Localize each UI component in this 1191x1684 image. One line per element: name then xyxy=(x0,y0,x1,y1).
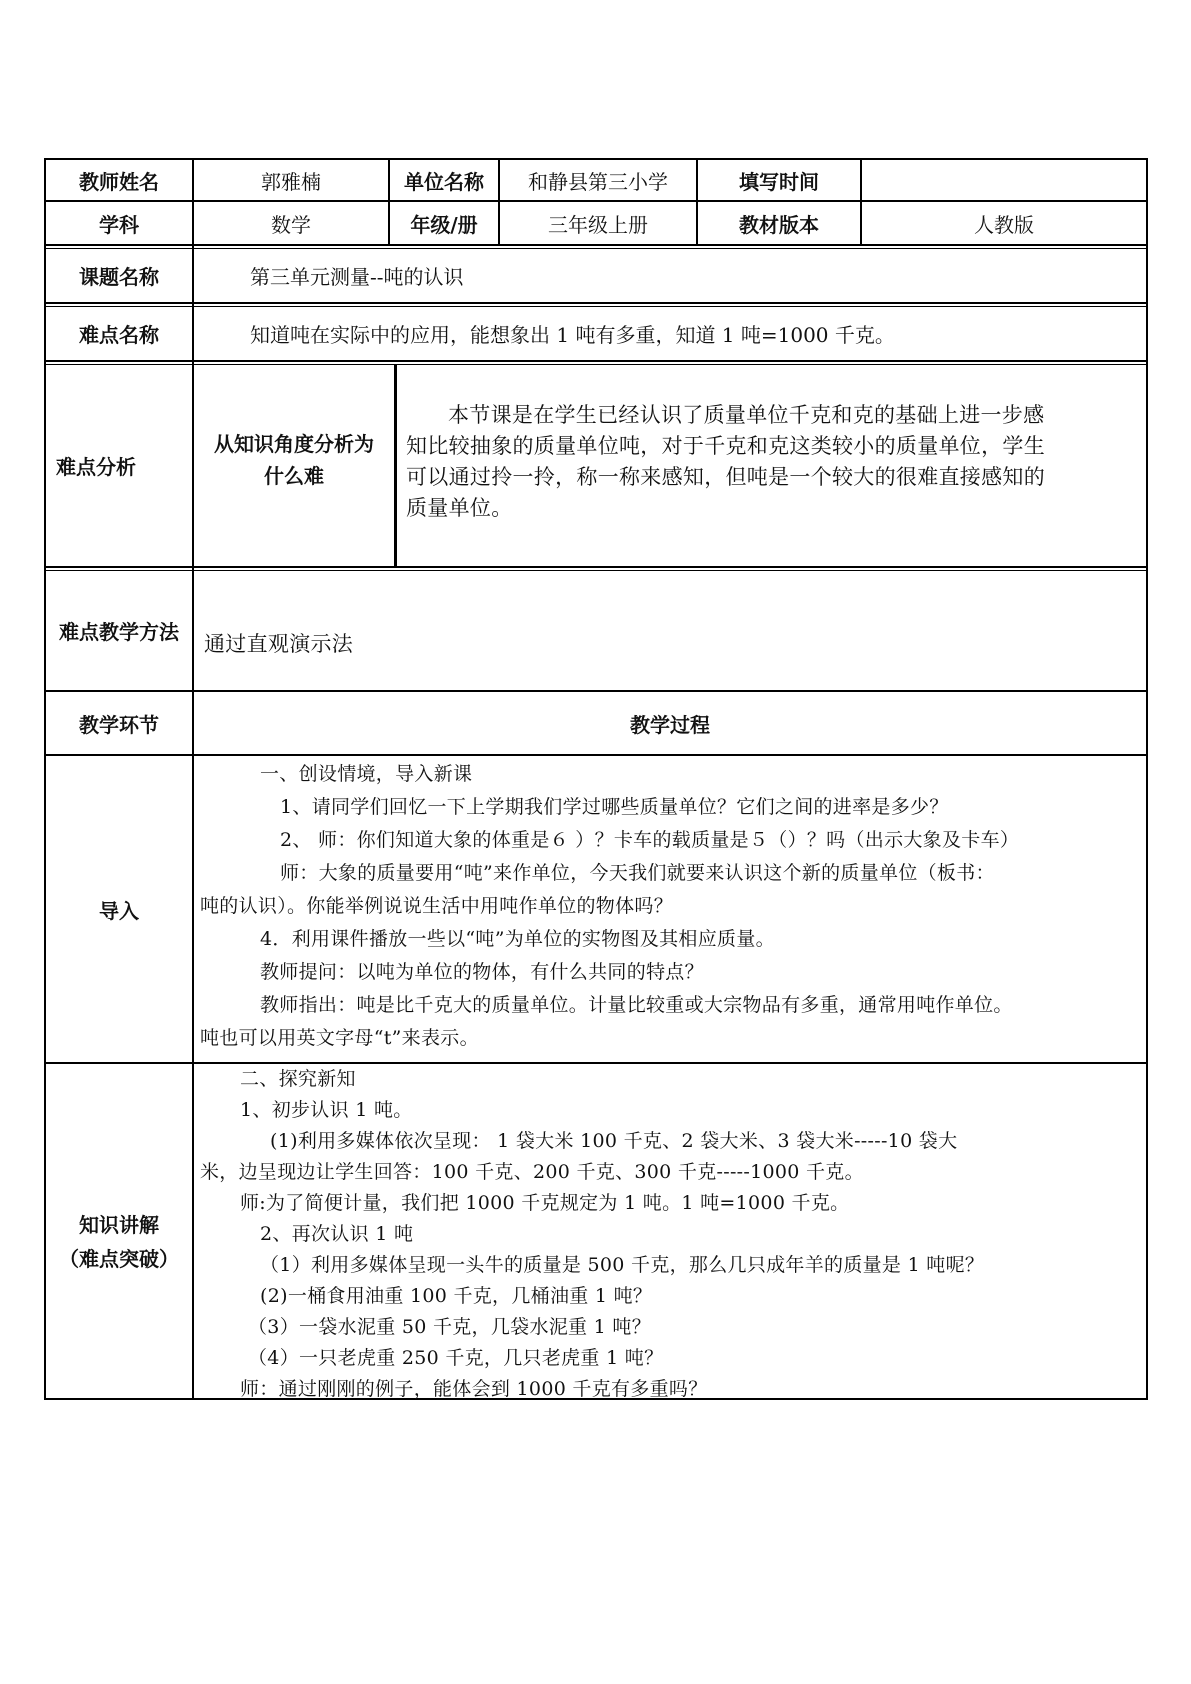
table-border xyxy=(44,566,1148,568)
knowledge-line: （1）利用多媒体呈现一头牛的质量是 500 千克，那么几只成年羊的质量是 1 吨呢？ xyxy=(260,1254,985,1276)
intro-line: 2、 师：你们知道大象的体重是６ ）？卡车的载质量是５（）？吗（出示大象及卡车） xyxy=(280,829,1020,851)
analysis-text xyxy=(406,400,1142,524)
table-border xyxy=(44,364,1148,365)
analysis-line: 质量单位。 xyxy=(406,496,513,520)
knowledge-line: （4）一只老虎重 250 千克，几只老虎重 1 吨？ xyxy=(248,1347,664,1369)
analysis-sub-label-line: 从知识角度分析为 xyxy=(214,432,374,456)
analysis-label: 难点分析 xyxy=(56,455,136,479)
intro-line: 教师提问：以吨为单位的物体，有什么共同的特点？ xyxy=(260,961,704,983)
intro-line: 4．利用课件播放一些以“吨”为单位的实物图及其相应质量。 xyxy=(260,928,775,950)
edition-label: 教材版本 xyxy=(739,212,819,237)
edition-value: 人教版 xyxy=(974,212,1034,237)
intro-line: 1、请同学们回忆一下上学期我们学过哪些质量单位？它们之间的进率是多少？ xyxy=(280,796,949,818)
table-border xyxy=(44,360,1148,362)
analysis-line: 知比较抽象的质量单位吨，对于千克和克这类较小的质量单位，学生 xyxy=(406,434,1045,458)
topic-label: 课题名称 xyxy=(79,265,159,289)
intro-line: 师：大象的质量要用“吨”来作单位，今天我们就要来认识这个新的质量单位（板书： xyxy=(280,862,995,884)
analysis-line: 本节课是在学生已经认识了质量单位千克和克的基础上进一步感 xyxy=(448,403,1045,427)
method-label: 难点教学方法 xyxy=(59,620,179,644)
intro-label: 导入 xyxy=(99,898,139,923)
fill-time-value xyxy=(862,160,1146,200)
unit-name-label: 单位名称 xyxy=(404,169,484,194)
method-value-text: 通过直观演示法 xyxy=(204,632,354,656)
grade-label: 年级/册 xyxy=(410,212,478,237)
intro-line: 吨的认识）。你能举例说说生活中用吨作单位的物体吗？ xyxy=(200,895,674,917)
subject-value: 数学 xyxy=(271,212,311,237)
knowledge-label xyxy=(46,1208,192,1276)
table-border xyxy=(1146,158,1148,1400)
knowledge-text xyxy=(200,1064,1144,1405)
table-border xyxy=(44,754,1148,756)
intro-text xyxy=(200,758,1144,1055)
teacher-name-label: 教师姓名 xyxy=(79,169,159,194)
intro-line: 教师指出：吨是比千克大的质量单位。计量比较重或大宗物品有多重，通常用吨作单位。 xyxy=(260,994,1013,1016)
topic-value: 第三单元测量--吨的认识 xyxy=(250,265,464,289)
knowledge-line: 师：通过刚刚的例子，能体会到 1000 千克有多重吗？ xyxy=(240,1378,708,1400)
table-border xyxy=(44,302,1148,304)
intro-line: 一、创设情境，导入新课 xyxy=(260,763,473,785)
subject-label: 学科 xyxy=(99,212,139,237)
method-value xyxy=(204,628,1104,660)
knowledge-line: 米，边呈现边让学生回答：100 千克、200 千克、300 千克-----1000 千克。 xyxy=(200,1161,864,1183)
table-border xyxy=(394,364,397,568)
analysis-sub-label xyxy=(194,428,394,492)
fill-time-label: 填写时间 xyxy=(739,169,819,194)
table-border xyxy=(192,158,194,1400)
unit-name-value: 和静县第三小学 xyxy=(528,169,668,194)
knowledge-line: （3）一袋水泥重 50 千克，几袋水泥重 1 吨？ xyxy=(248,1316,652,1338)
difficulty-label: 难点名称 xyxy=(79,323,159,347)
teacher-name-value: 郭雅楠 xyxy=(261,169,321,194)
knowledge-label-line: 知识讲解 xyxy=(79,1213,159,1237)
knowledge-line: (2)一桶食用油重 100 千克，几桶油重 1 吨？ xyxy=(260,1285,653,1307)
intro-line: 吨也可以用英文字母“t”来表示。 xyxy=(200,1027,479,1049)
knowledge-label-line: （难点突破） xyxy=(59,1247,179,1271)
analysis-line: 可以通过拎一拎，称一称来感知，但吨是一个较大的很难直接感知的 xyxy=(406,465,1045,489)
difficulty-value: 知道吨在实际中的应用，能想象出 1 吨有多重，知道 1 吨=1000 千克。 xyxy=(250,323,895,347)
table-border xyxy=(44,570,1148,571)
knowledge-line: 2、再次认识 1 吨 xyxy=(260,1223,414,1245)
grade-value: 三年级上册 xyxy=(548,212,648,237)
knowledge-line: (1)利用多媒体依次呈现： 1 袋大米 100 千克、2 袋大米、3 袋大米-----10 袋大 xyxy=(270,1130,958,1152)
knowledge-line: 二、探究新知 xyxy=(240,1068,356,1090)
table-border xyxy=(44,244,1148,246)
knowledge-line: 1、初步认识 1 吨。 xyxy=(240,1099,413,1121)
stage-label: 教学环节 xyxy=(79,712,159,737)
analysis-sub-label-line: 什么难 xyxy=(264,464,324,488)
process-label: 教学过程 xyxy=(630,712,710,737)
knowledge-line: 师:为了简便计量，我们把 1000 千克规定为 1 吨。1 吨=1000 千克。 xyxy=(240,1192,850,1214)
